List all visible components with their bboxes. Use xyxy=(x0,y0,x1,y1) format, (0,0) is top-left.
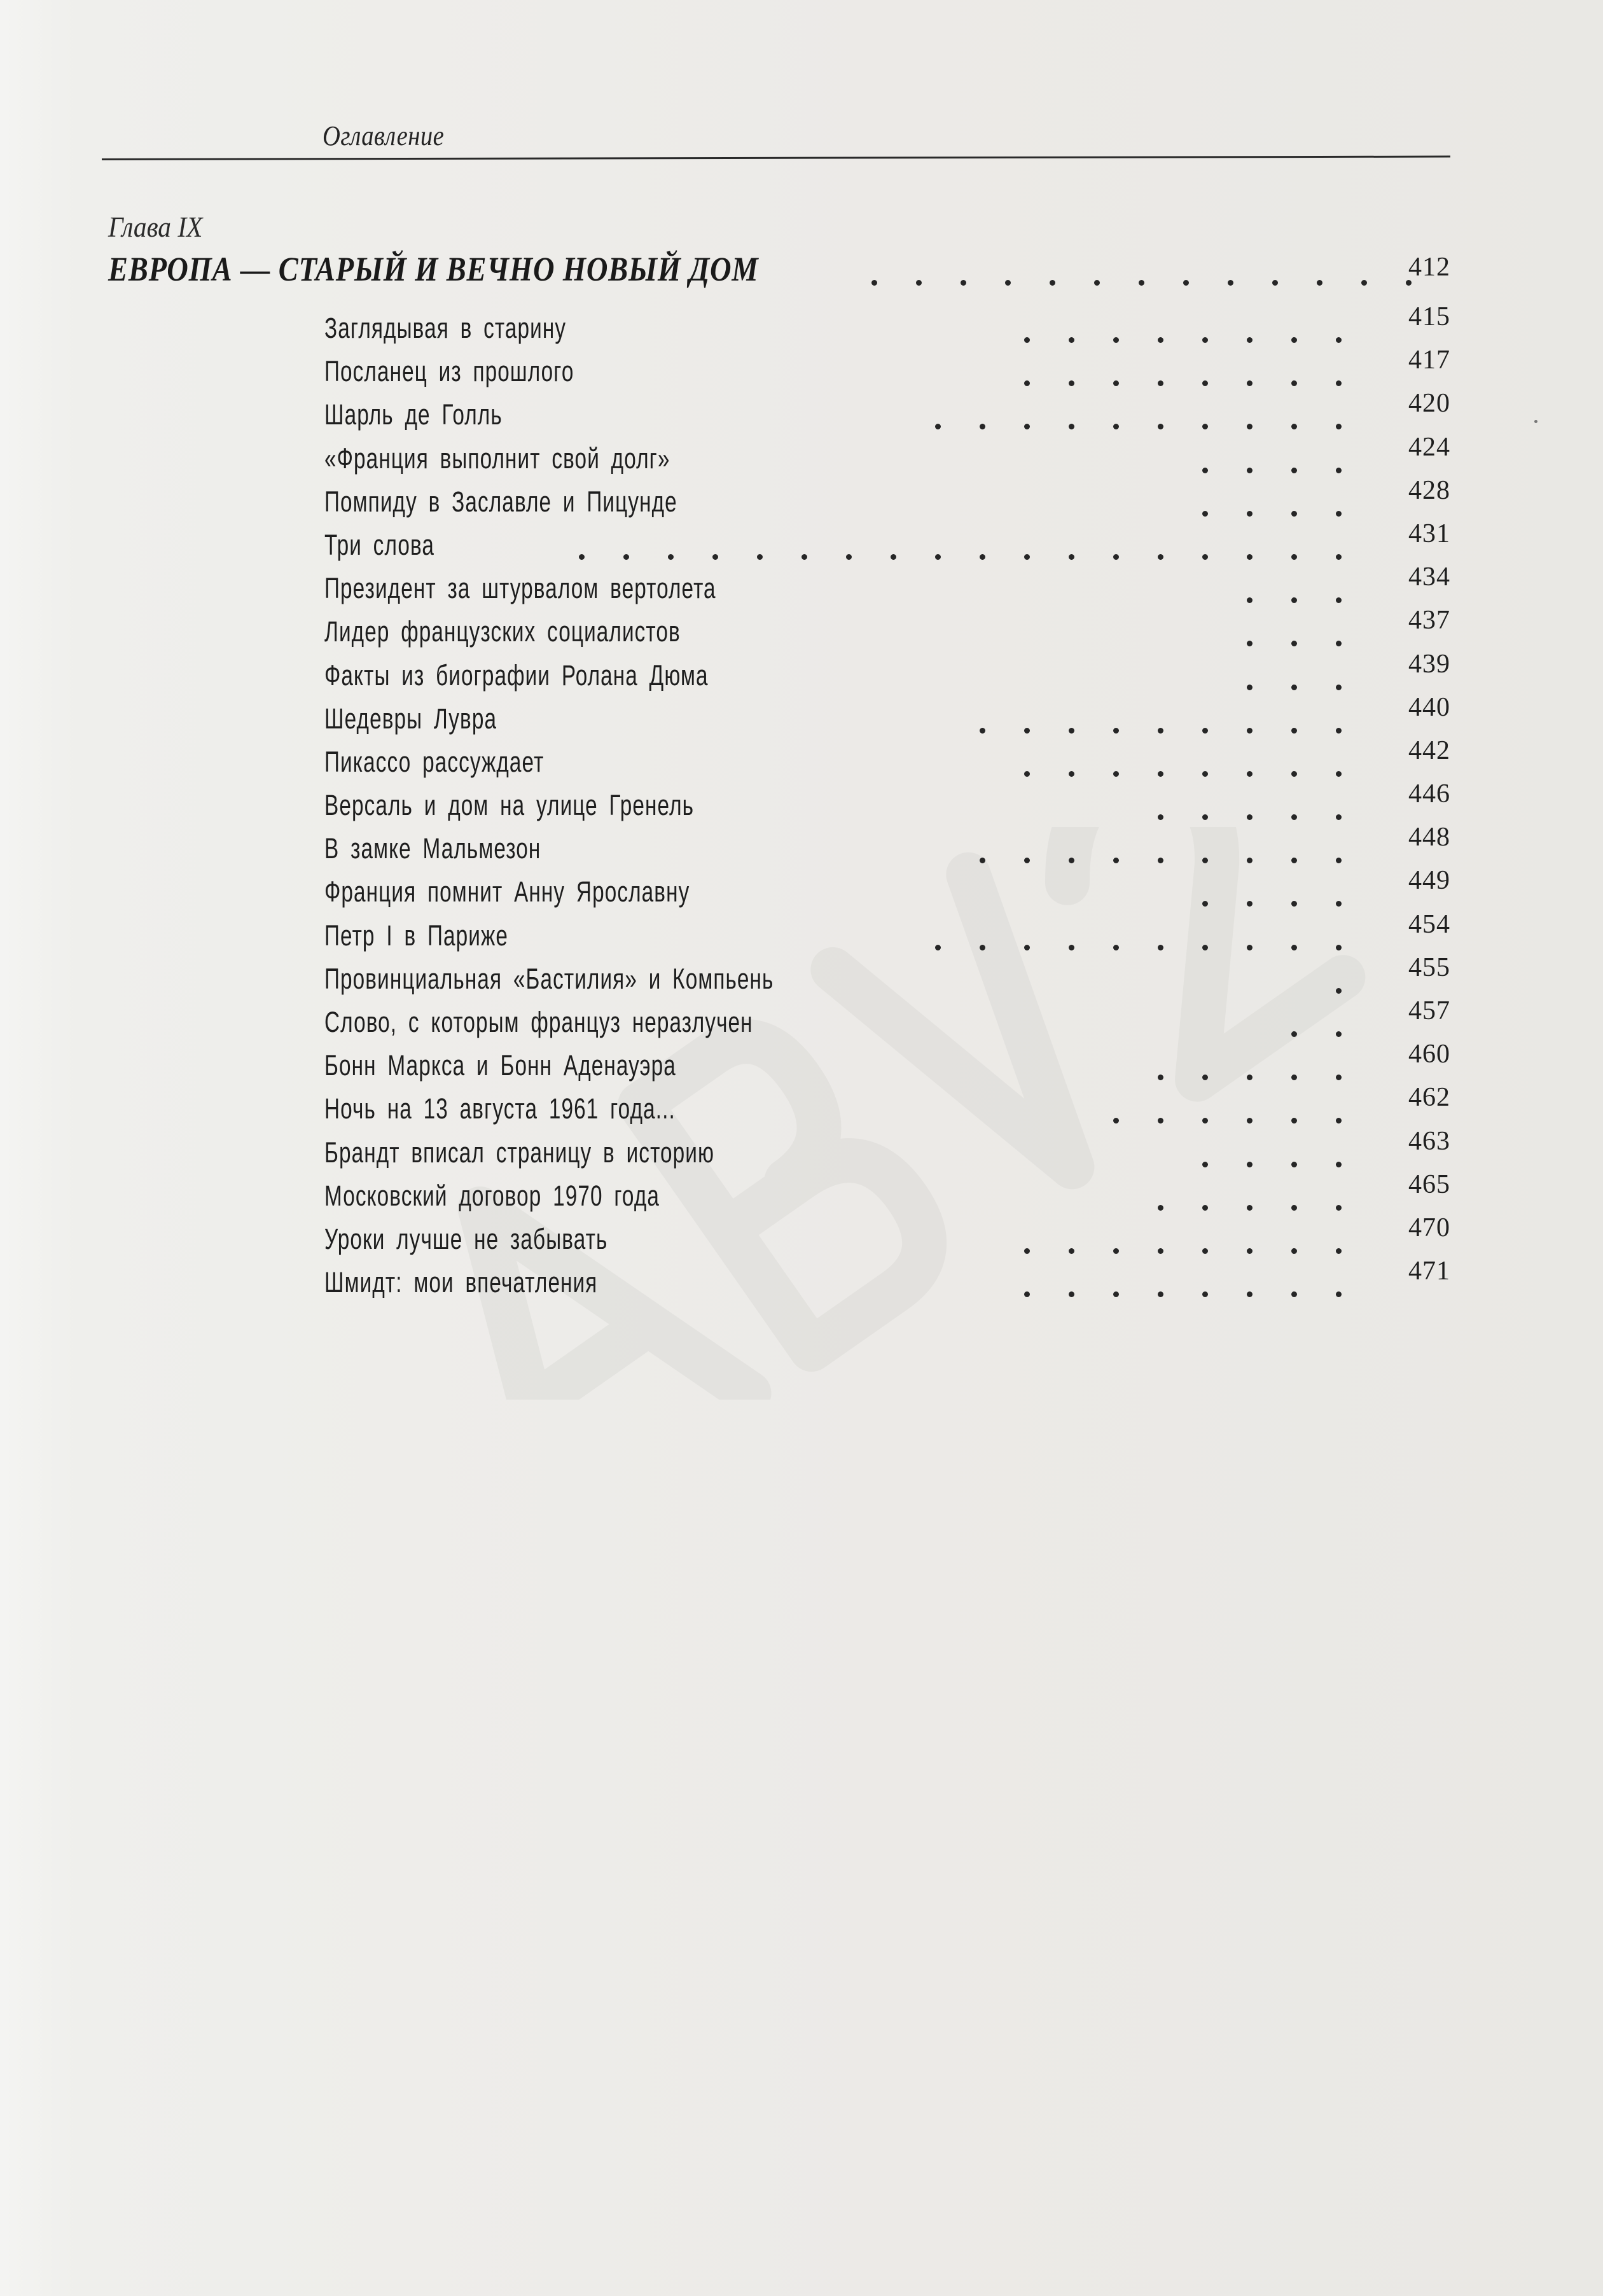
toc-entry-title: Посланец из прошлого xyxy=(324,355,574,388)
leader-dot xyxy=(1202,468,1208,473)
leader-dot xyxy=(1024,945,1030,950)
leader-dot xyxy=(1158,945,1163,950)
toc-entry-title: Заглядывая в старину xyxy=(324,312,567,344)
page-number: 448 xyxy=(1408,823,1450,852)
dot-leader xyxy=(1151,1045,1342,1089)
leader-dot xyxy=(1202,901,1208,907)
leader-dot xyxy=(961,280,966,286)
dot-leader xyxy=(1024,1219,1342,1262)
toc-entry[interactable] xyxy=(324,996,1450,1045)
leader-dot xyxy=(1247,1248,1253,1254)
leader-dot xyxy=(935,424,941,429)
leader-dot xyxy=(1158,1118,1163,1124)
leader-dot xyxy=(1069,945,1074,950)
leader-dot xyxy=(1069,554,1074,560)
leader-dot xyxy=(1202,945,1208,950)
leader-dot xyxy=(1247,1291,1253,1297)
toc-entry-title: Три слова xyxy=(324,528,435,561)
leader-dot xyxy=(1202,728,1208,734)
leader-dot xyxy=(1361,280,1367,286)
leader-dot xyxy=(1158,424,1163,429)
toc-entry-title: Брандт вписал страницу в историю xyxy=(324,1136,715,1169)
leader-dot xyxy=(1158,1205,1163,1211)
leader-dot xyxy=(871,280,877,286)
toc-entry-title: Франция помнит Анну Ярославну xyxy=(324,875,690,908)
dot-leader xyxy=(1177,438,1342,482)
dot-leader xyxy=(1151,785,1342,828)
leader-dot xyxy=(1113,771,1119,777)
leader-dot xyxy=(1291,1162,1297,1167)
leader-dot xyxy=(1247,468,1253,473)
leader-dot xyxy=(1247,685,1253,690)
leader-dot xyxy=(1069,858,1074,863)
page-number: 460 xyxy=(1408,1040,1450,1069)
leader-dot xyxy=(1024,1291,1030,1297)
running-head: Оглавление xyxy=(323,120,445,151)
leader-dot xyxy=(1228,280,1233,286)
leader-dot xyxy=(1113,1248,1119,1254)
leader-dot xyxy=(1069,337,1074,343)
leader-dot xyxy=(1113,337,1119,343)
toc-entry-title: Ночь на 13 августа 1961 года... xyxy=(324,1092,676,1125)
leader-dot xyxy=(579,554,585,560)
leader-dot xyxy=(1113,945,1119,950)
leader-dot xyxy=(1158,728,1163,734)
toc-entry[interactable] xyxy=(324,562,1450,611)
toc-entry[interactable] xyxy=(324,735,1450,785)
leader-dot xyxy=(1069,1248,1074,1254)
toc-entry-title: Помпиду в Заславле и Пицунде xyxy=(324,485,677,518)
page-number: 428 xyxy=(1408,475,1450,505)
toc-entry-title: Версаль и дом на улице Гренель xyxy=(324,789,695,822)
leader-dot xyxy=(1069,728,1074,734)
leader-dot xyxy=(1247,814,1253,820)
toc-entry[interactable] xyxy=(324,432,1450,482)
chapter-title: ЕВРОПА — СТАРЫЙ И ВЕЧНО НОВЫЙ ДОМ xyxy=(108,250,759,288)
toc-entry-title: Факты из биографии Ролана Дюма xyxy=(324,658,709,692)
toc-entry[interactable] xyxy=(324,345,1450,394)
page-number: 437 xyxy=(1408,606,1450,636)
dot-leader xyxy=(897,915,1342,959)
toc-entry[interactable] xyxy=(324,649,1450,699)
toc-entry[interactable] xyxy=(324,1040,1450,1089)
leader-dot xyxy=(1247,1118,1253,1124)
leader-dot xyxy=(1291,1075,1297,1080)
toc-entry[interactable] xyxy=(324,606,1450,655)
leader-dot xyxy=(1158,814,1163,820)
leader-dot xyxy=(1336,1075,1342,1080)
leader-dot xyxy=(1158,337,1163,343)
toc-entry-title: Уроки лучше не забывать xyxy=(324,1222,608,1255)
leader-dot xyxy=(1202,424,1208,429)
leader-dot xyxy=(1202,554,1208,560)
toc-entry[interactable] xyxy=(324,866,1450,915)
toc-entry[interactable] xyxy=(324,1256,1450,1305)
dot-leader xyxy=(852,249,1450,294)
page-number: 417 xyxy=(1408,345,1450,375)
leader-dot xyxy=(1336,988,1342,994)
page-number: 463 xyxy=(1408,1126,1450,1156)
leader-dot xyxy=(1247,901,1253,907)
leader-dot xyxy=(1336,597,1342,603)
leader-dot xyxy=(757,554,763,560)
leader-dot xyxy=(980,728,985,734)
chapter-label: Глава IX xyxy=(108,211,203,243)
leader-dot xyxy=(1069,424,1074,429)
leader-dot xyxy=(1291,728,1297,734)
leader-dot xyxy=(1247,337,1253,343)
dot-leader xyxy=(986,351,1342,394)
leader-dot xyxy=(1069,771,1074,777)
toc-entry[interactable] xyxy=(324,1169,1450,1219)
page-number: 415 xyxy=(1408,302,1450,331)
leader-dot xyxy=(1113,424,1119,429)
toc-entry[interactable] xyxy=(324,518,1450,568)
leader-dot xyxy=(1291,511,1297,517)
leader-dot xyxy=(1247,1162,1253,1167)
toc-list xyxy=(324,302,1450,1305)
leader-dot xyxy=(1291,597,1297,603)
leader-dot xyxy=(1291,945,1297,950)
leader-dot xyxy=(1247,380,1253,386)
leader-dot xyxy=(916,280,922,286)
leader-dot xyxy=(1291,858,1297,863)
leader-dot xyxy=(1291,337,1297,343)
toc-entry-title: Московский договор 1970 года xyxy=(324,1179,660,1212)
leader-dot xyxy=(1336,1291,1342,1297)
dot-leader xyxy=(1298,959,1342,1002)
leader-dot xyxy=(1247,511,1253,517)
dot-leader xyxy=(1221,611,1342,655)
leader-dot xyxy=(1317,280,1322,286)
dot-leader xyxy=(1177,482,1342,525)
toc-entry[interactable] xyxy=(324,1126,1450,1176)
dot-leader xyxy=(553,525,1342,568)
leader-dot xyxy=(1139,280,1144,286)
leader-dot xyxy=(1024,424,1030,429)
page-number: 449 xyxy=(1408,866,1450,896)
leader-dot xyxy=(1202,858,1208,863)
dot-leader xyxy=(986,308,1342,351)
toc-entry-title: Провинциальная «Бастилия» и Компьень xyxy=(324,962,774,995)
leader-dot xyxy=(1291,424,1297,429)
leader-dot xyxy=(1158,771,1163,777)
leader-dot xyxy=(1113,1291,1119,1297)
leader-dot xyxy=(1247,728,1253,734)
toc-entry[interactable] xyxy=(324,475,1450,525)
leader-dot xyxy=(1336,380,1342,386)
leader-dot xyxy=(1024,380,1030,386)
leader-dot xyxy=(1247,858,1253,863)
leader-dot xyxy=(712,554,718,560)
leader-dot xyxy=(1291,814,1297,820)
toc-entry[interactable] xyxy=(324,1213,1450,1262)
leader-dot xyxy=(1336,1248,1342,1254)
page-number: 412 xyxy=(1408,253,1450,282)
leader-dot xyxy=(1202,1291,1208,1297)
page-number: 454 xyxy=(1408,909,1450,939)
leader-dot xyxy=(1291,468,1297,473)
leader-dot xyxy=(1024,1248,1030,1254)
leader-dot xyxy=(1158,554,1163,560)
leader-dot xyxy=(935,945,941,950)
toc-entry-title: Петр I в Париже xyxy=(324,919,509,952)
leader-dot xyxy=(1336,1118,1342,1124)
leader-dot xyxy=(1336,337,1342,343)
leader-dot xyxy=(1336,1205,1342,1211)
leader-dot xyxy=(1336,424,1342,429)
leader-dot xyxy=(1336,641,1342,646)
leader-dot xyxy=(1291,1205,1297,1211)
leader-dot xyxy=(1336,468,1342,473)
leader-dot xyxy=(1291,1291,1297,1297)
leader-dot xyxy=(1158,858,1163,863)
leader-dot xyxy=(846,554,852,560)
leader-dot xyxy=(1336,1031,1342,1037)
leader-dot xyxy=(1247,641,1253,646)
leader-dot xyxy=(1005,280,1011,286)
leader-dot xyxy=(1291,380,1297,386)
leader-dot xyxy=(1202,1205,1208,1211)
leader-dot xyxy=(1113,554,1119,560)
leader-dot xyxy=(1247,597,1253,603)
leader-dot xyxy=(1024,554,1030,560)
leader-dot xyxy=(1247,1205,1253,1211)
dot-leader xyxy=(1177,872,1342,915)
leader-dot xyxy=(1247,1075,1253,1080)
leader-dot xyxy=(1069,1291,1074,1297)
leader-dot xyxy=(1202,1248,1208,1254)
paper-speck xyxy=(1534,420,1537,423)
leader-dot xyxy=(1291,1031,1297,1037)
toc-entry-title: Президент за штурвалом вертолета xyxy=(324,572,716,605)
leader-dot xyxy=(1158,1075,1163,1080)
leader-dot xyxy=(1247,771,1253,777)
leader-dot xyxy=(1336,1162,1342,1167)
toc-entry[interactable] xyxy=(324,692,1450,742)
leader-dot xyxy=(1113,858,1119,863)
leader-dot xyxy=(1113,728,1119,734)
toc-entry[interactable] xyxy=(324,909,1450,959)
leader-dot xyxy=(1113,1118,1119,1124)
leader-dot xyxy=(1247,945,1253,950)
page-number: 471 xyxy=(1408,1256,1450,1286)
toc-entry[interactable] xyxy=(324,779,1450,828)
leader-dot xyxy=(1024,858,1030,863)
leader-dot xyxy=(1158,380,1163,386)
leader-dot xyxy=(1291,685,1297,690)
leader-dot xyxy=(1202,337,1208,343)
leader-dot xyxy=(1024,728,1030,734)
toc-entry[interactable] xyxy=(324,302,1450,351)
leader-dot xyxy=(1291,641,1297,646)
leader-dot xyxy=(1291,771,1297,777)
dot-leader xyxy=(961,828,1342,872)
dot-leader xyxy=(961,699,1342,742)
page-number: 457 xyxy=(1408,996,1450,1026)
leader-dot xyxy=(802,554,807,560)
toc-entry-title: Слово, с которым француз неразлучен xyxy=(324,1006,753,1038)
leader-dot xyxy=(1202,380,1208,386)
chapter-entry[interactable] xyxy=(108,249,1450,294)
leader-dot xyxy=(1069,380,1074,386)
dot-leader xyxy=(1005,1262,1342,1305)
toc-entry[interactable] xyxy=(324,389,1450,438)
leader-dot xyxy=(1024,337,1030,343)
page-number: 424 xyxy=(1408,432,1450,462)
leader-dot xyxy=(1024,771,1030,777)
toc-entry-title: В замке Мальмезон xyxy=(324,832,541,865)
leader-dot xyxy=(1336,685,1342,690)
toc-entry-title: Пикассо рассуждает xyxy=(324,745,545,778)
leader-dot xyxy=(1158,1248,1163,1254)
toc-entry[interactable] xyxy=(324,1083,1450,1132)
dot-leader xyxy=(1291,1002,1342,1045)
leader-dot xyxy=(1202,814,1208,820)
page-number: 442 xyxy=(1408,735,1450,765)
leader-dot xyxy=(1158,1291,1163,1297)
page-number: 434 xyxy=(1408,562,1450,592)
leader-dot xyxy=(1202,1075,1208,1080)
dot-leader xyxy=(1240,655,1342,699)
toc-entry-title: «Франция выполнит свой долг» xyxy=(324,442,670,475)
page-number: 462 xyxy=(1408,1083,1450,1113)
leader-dot xyxy=(891,554,896,560)
leader-dot xyxy=(1336,814,1342,820)
leader-dot xyxy=(1183,280,1189,286)
page-number: 431 xyxy=(1408,518,1450,548)
page-number: 440 xyxy=(1408,692,1450,722)
page-number: 420 xyxy=(1408,389,1450,419)
leader-dot xyxy=(980,858,985,863)
page-number: 455 xyxy=(1408,952,1450,982)
toc-entry-title: Бонн Маркса и Бонн Аденауэра xyxy=(324,1049,676,1082)
leader-dot xyxy=(1291,1118,1297,1124)
toc-entry-title: Шарль де Голль xyxy=(324,398,503,431)
leader-dot xyxy=(1336,901,1342,907)
dot-leader xyxy=(1151,1176,1342,1219)
page-number: 465 xyxy=(1408,1169,1450,1199)
leader-dot xyxy=(1094,280,1100,286)
toc-entry-title: Лидер французских социалистов xyxy=(324,615,681,648)
page-number: 470 xyxy=(1408,1213,1450,1242)
leader-dot xyxy=(1113,380,1119,386)
dot-leader xyxy=(1190,1132,1342,1176)
leader-dot xyxy=(935,554,941,560)
leader-dot xyxy=(1336,945,1342,950)
leader-dot xyxy=(668,554,674,560)
toc-entry-title: Шедевры Лувра xyxy=(324,702,497,735)
dot-leader xyxy=(1107,1089,1342,1132)
leader-dot xyxy=(980,424,985,429)
leader-dot xyxy=(1202,511,1208,517)
leader-dot xyxy=(1272,280,1278,286)
leader-dot xyxy=(1336,511,1342,517)
leader-dot xyxy=(980,945,985,950)
dot-leader xyxy=(897,394,1342,438)
dot-leader xyxy=(999,742,1342,785)
leader-dot xyxy=(980,554,985,560)
leader-dot xyxy=(623,554,629,560)
leader-dot xyxy=(1202,1118,1208,1124)
leader-dot xyxy=(1291,1248,1297,1254)
leader-dot xyxy=(1336,858,1342,863)
leader-dot xyxy=(1247,554,1253,560)
leader-dot xyxy=(1202,1162,1208,1167)
page-number: 446 xyxy=(1408,779,1450,809)
toc-entry-title: Шмидт: мои впечатления xyxy=(324,1266,598,1299)
leader-dot xyxy=(1291,554,1297,560)
page-number: 439 xyxy=(1408,649,1450,679)
dot-leader xyxy=(1240,568,1342,611)
leader-dot xyxy=(1291,901,1297,907)
toc-entry[interactable] xyxy=(324,823,1450,872)
leader-dot xyxy=(1336,554,1342,560)
leader-dot xyxy=(1336,728,1342,734)
toc-entry[interactable] xyxy=(324,952,1450,1002)
leader-dot xyxy=(1202,771,1208,777)
leader-dot xyxy=(1050,280,1055,286)
leader-dot xyxy=(1247,424,1253,429)
leader-dot xyxy=(1336,771,1342,777)
